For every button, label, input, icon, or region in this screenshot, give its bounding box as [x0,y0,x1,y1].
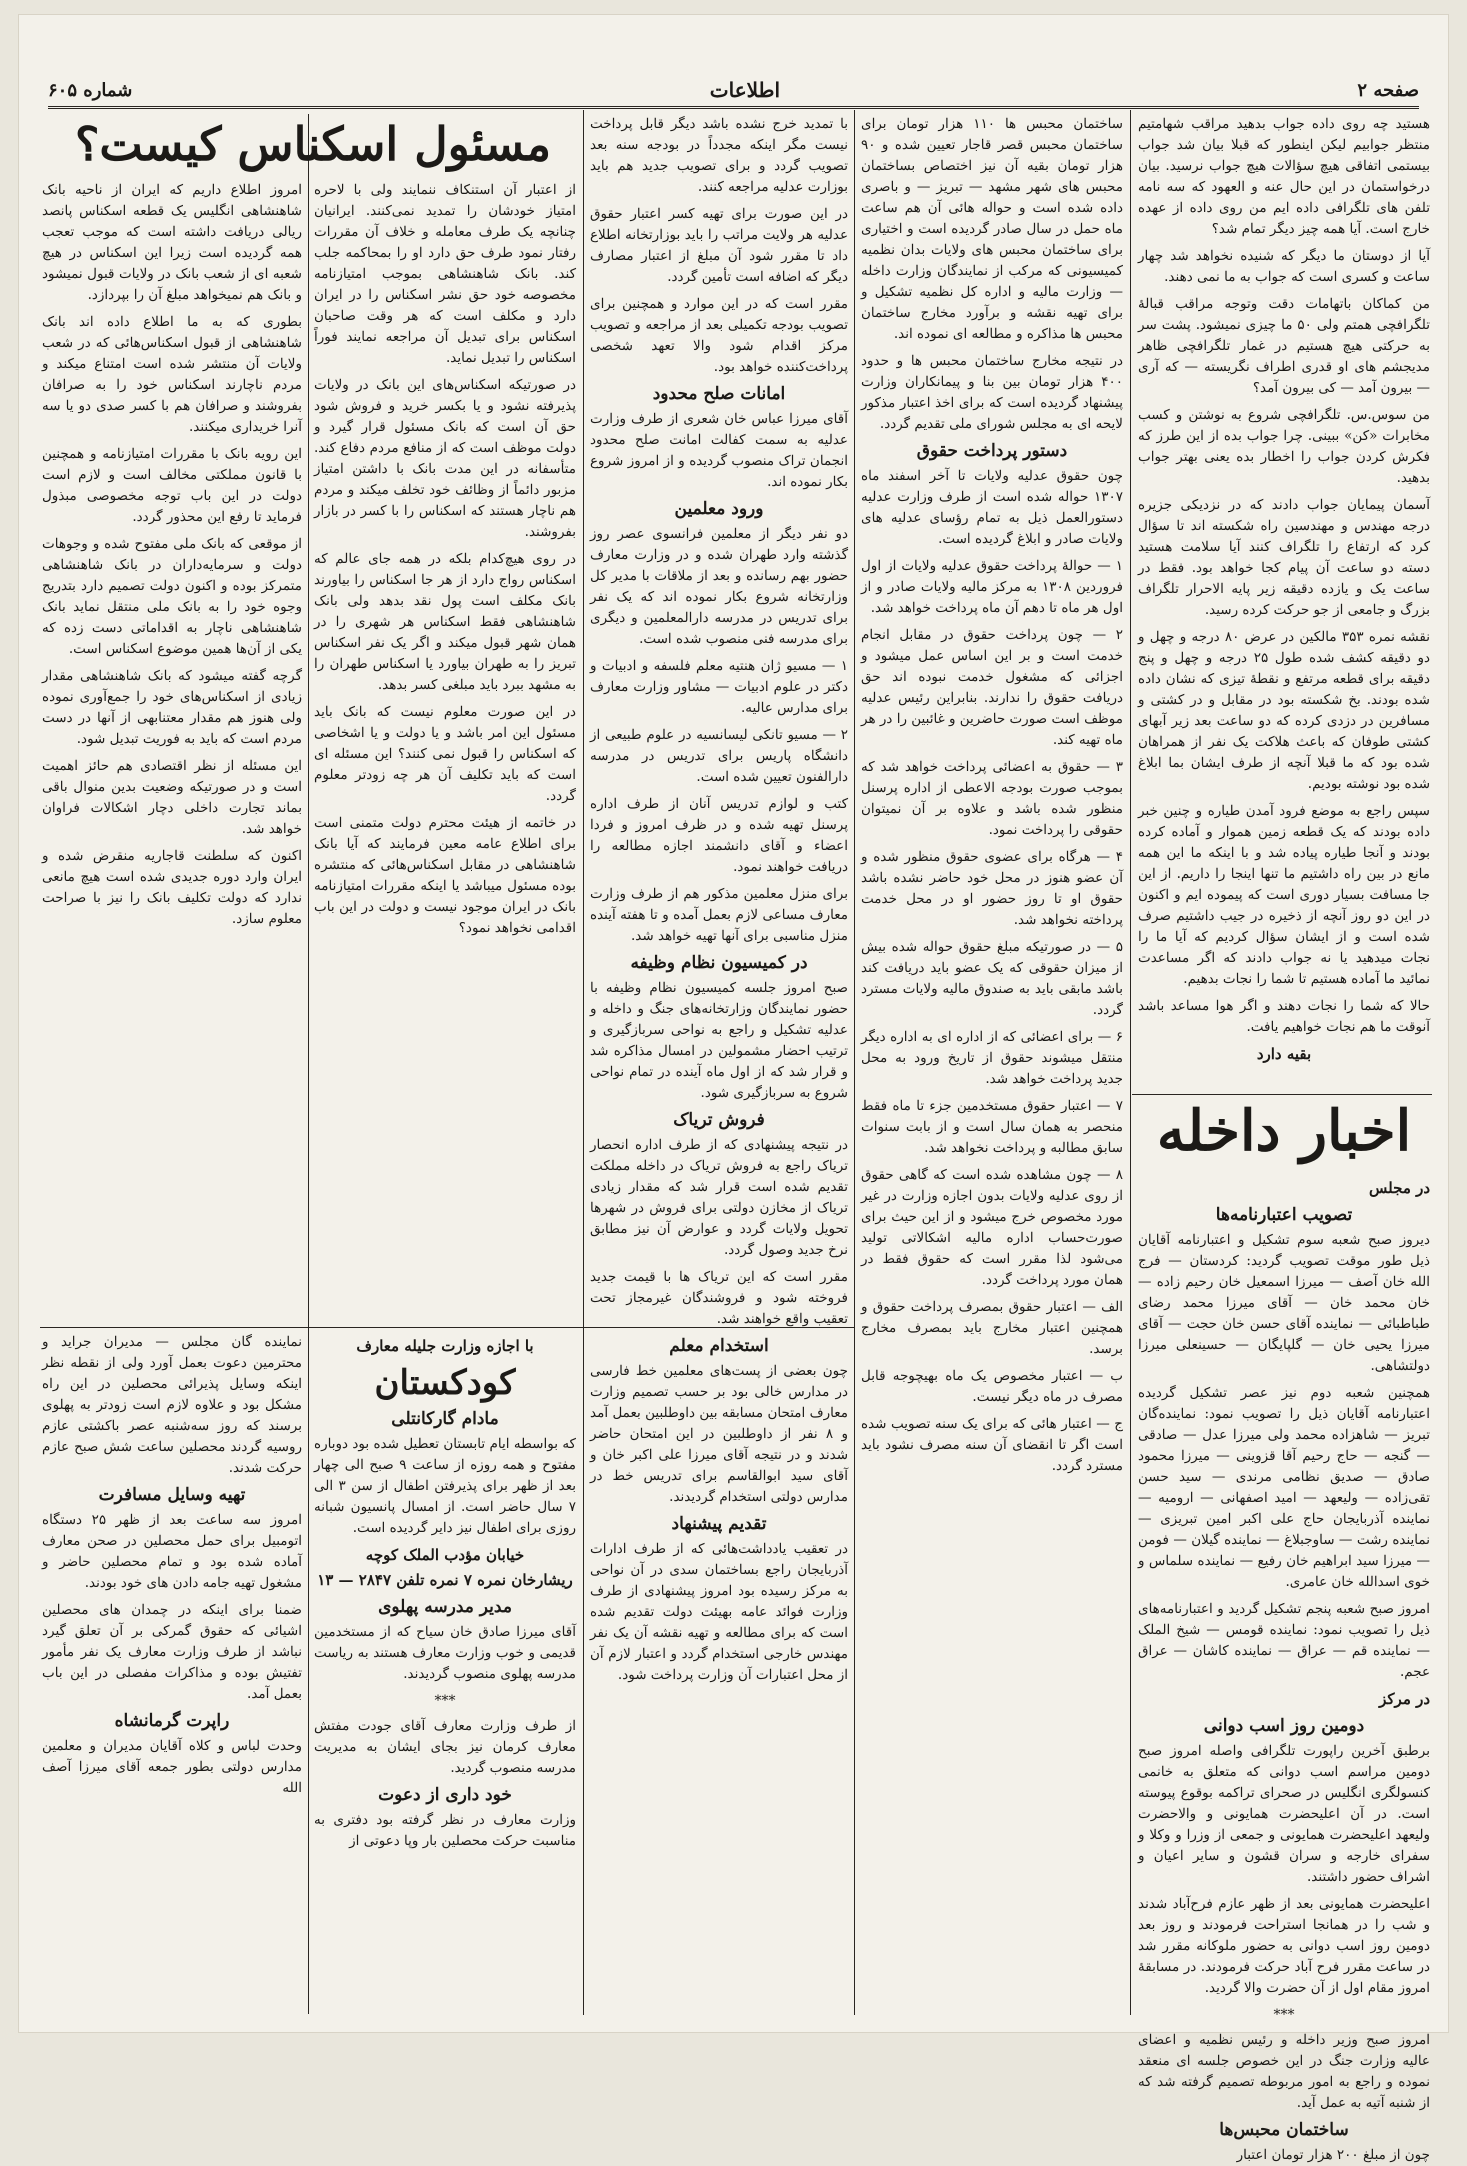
paragraph: این مسئله از نظر اقتصادی هم حائز اهمیت است و در صورتیکه وضعیت بدین منوال باقی بماند تجارت داخلی دچار اشکالات فراوان خواهد شد. [42,758,302,837]
paragraph: چون حقوق عدلیه ولایات تا آخر اسفند ماه ۱۳۰۷ حواله شده است از طرف وزارت عدلیه دستورالعمل ذیل به تمام رؤسای عدلیه های ولایات صادر و ابلاغ گردیده است. [861,468,1123,547]
headline-salary-instructions: دستور پرداخت حقوق [916,441,1068,461]
headline-teacher-hire: استخدام معلم [669,1336,769,1356]
paragraph: ساختمان محبس ها ۱۱۰ هزار تومان برای ساختمان محبس قصر قاجار تعیین شده و ۹۰ هزار تومان بقیه آن نیز اختصاص بساختمان محبس های شهر مشهد — تبریز — و باصری داده شده است و حواله هائی آن هم ساعت ماه حمل در سال صادر گردیده است و اختیاری برای ساختمان محبس های ولایات بدان نظمیه کمیسیونی که مرکب از نمایندگان وزارت داخله — وزارت مالیه و اداره کل نظمیه تشکیل و برای تهیه نقشه و برآورد مخارج ساختمان محبس ها مذاکره و مطالعه ای نموده اند. [861,116,1123,342]
paragraph: در نتیجه پیشنهادی که از طرف اداره انحصار تریاک راجع به فروش تریاک در داخله مملکت تقدیم شده است قرار شد که مقدار زیادی تریاک از مخازن دولتی برای فروش در شهرها تحویل ولایات گردد و عوارض آن نیز مطابق نرخ جدید وصول گردد. [590,1137,848,1258]
list-item: ۲ — چون پرداخت حقوق در مقابل انجام خدمت است و بر این اساس عمل میشود و اجزائی که مشغول خدمت نبوده اند حق دریافت حقوق را ندارند. بنابراین رئیس عدلیه موظف است صورت حاضرین و غائبین را در هر ماه تهیه کند. [861,627,1123,748]
headline-pahlavi-school: مدیر مدرسه پهلوی [378,1597,512,1617]
paragraph: چون از مبلغ ۲۰۰ هزار تومان اعتبار [1236,2147,1430,2163]
paragraph: از موقعی که بانک ملی مفتوح شده و وجوهات دولت و سرمایه‌داران در بانک شاهنشاهی متمرکز بوده و اکنون دولت تصمیم دارد بتدریج وجوه خود را به بانک ملی منتقل نماید بانک شاهنشاهی ناچار به اقداماتی دست زده که یکی از آن‌ها همین موضوع اسکناس است. [42,536,302,657]
paragraph: دیروز صبح شعبه سوم تشکیل و اعتبارنامه آقایان ذیل طور موقت تصویب گردید: کردستان — فرج الله خان آصف — میرزا اسمعیل خان رحیم زاده — خان محمد خان — آقای میرزا محمد رضای طباطبائی — نماینده آقای حسن خان حجت — آقای میرزا یحیی خان — گلپایگان — حسینعلی میرزا دولتشاهی. [1138,1232,1430,1374]
separator-stars: *** [1273,2007,1295,2023]
list-item: ۱ — مسیو ژان هنتیه معلم فلسفه و ادبیات و دکتر در علوم ادبیات — مشاور وزارت معارف برای مدارس عالیه. [590,658,848,716]
paragraph: همچنین شعبه دوم نیز عصر تشکیل گردیده اعتبارنامه آقایان ذیل را تصویب نمود: نماینده‌گان تبریز — شاهزاده محمد ولی میرزا عدل — صادقی — گنجه — حاج رحیم آقا قزوینی — میرزا محمود صادق — صدیق نظامی مرندی — سید حسن تقی‌زاده — ولیعهد — امید اصفهانی — ارومیه — نماینده آذربایجان حاج علی اکبر امین تبریزی — نماینده رشت — ساوجبلاغ — نماینده گیلان — فومن — میرزا سید ابراهیم خان رفیع — نماینده سلماس و خوی اسدالله خان عامری. [1138,1385,1430,1590]
paragraph: برطبق آخرین راپورت تلگرافی واصله امروز صبح دومین مراسم اسب دوانی که متعلق به خانمی کنسولگری انگلیس در صحرای تراکمه بوقوع پیوسته است. در آن اعلیحضرت همایونی و والاحضرت ولیعهد اعلیحضرت همایونی و جمعی از وزرا و وکلا و سفرای خارجه و سران قشون و سایر اعیان و اشراف حضور داشتند. [1138,1743,1430,1885]
paragraph: گرچه گفته میشود که بانک شاهنشاهی مقدار زیادی از اسکناس‌های خود را جمع‌آوری نموده ولی هنوز هم مقدار معتنابهی از آنها در دست مردم است که باید به فوریت تبدیل شود. [42,668,302,747]
paragraph: دو نفر دیگر از معلمین فرانسوی عصر روز گذشته وارد طهران شده و در وزارت معارف حضور بهم رسانده و بعد از ملاقات با مدیر کل وزارتخانه شروع بکار نموده اند که یک نفر برای تدریس در مدرسه دارالمعلمین و دیگری برای مدرسه فنی منصوب شده است. [590,526,848,647]
list-item: ۲ — مسیو تانکی لیسانسیه در علوم طبیعی از دانشگاه پاریس برای تدریس در مدرسه دارالفنون تعیین شده است. [590,727,848,785]
paragraph: از اعتبار آن استنکاف ننمایند ولی با لاحره امتیاز خودشان را تمدید نمی‌کنند. ایرانیان چنانچه یک طرف معامله و خلاف آن مقررات رفتار نمود طرف حق دارد او را بمحاکمه جلب کند. بانک شاهنشاهی بموجب امتیازنامه مخصوصه خود حق نشر اسکناس را در ایران دارد و مکلف است که هر وقت صاحبان اسکناس برای تبدیل آن مراجعه نمایند فوراً اسکناس را تبدیل نماید. [314,182,576,366]
issue-number: شماره ۶۰۵ [48,79,133,101]
headline-proposal: تقدیم پیشنهاد [671,1514,767,1534]
column-4-right [314,180,576,1322]
list-item: ج — اعتبار هائی که برای یک سنه تصویب شده است اگر تا انقضای آن سنه مصرف نشود باید مسترد گردد. [861,1416,1123,1474]
column-rule [583,110,584,2015]
headline-amanat: امانات صلح محدود [652,384,786,404]
column-2 [861,114,1123,2014]
paragraph: در تعقیب یادداشت‌هائی که از طرف ادارات آذربایجان راجع بساختمان سدی در آن نواحی به مرکز رسیده بود امروز پیشنهادی از طرف وزارت فوائد عامه بهیئت دولت تقدیم شده است که برای مطالعه و تهیه نقشه آن یک نفر مهندس خارجی استخدام گردد و اعتبار لازم آن از محل اعتبارات آن وزارت پرداخت شود. [590,1541,848,1683]
paragraph: در این صورت معلوم نیست که بانک باید مسئول این امر باشد و یا دولت و یا اشخاصی که اسکناس را قبول نمی کنند؟ این مسئله ای است که باید تکلیف آن هر چه زودتر معلوم گردد. [314,704,576,804]
paragraph: سپس راجع به موضع فرود آمدن طیاره و چنین خبر داده بودند که یک قطعه زمین هموار و آماده کرده بودند و آنجا طیاره پیاده شد و با اینکه ما این همه مانع در بین راه داشتیم ما تنها اینجا را داریم. از این جا مسافت بسیار دوری است که پیموده ایم و اکنون در این دو روز آنچه از ذخیره در جیب داشتیم صرف شده است و از ایشان سؤال کردیم که آیا ما را نجات میدهید یا نه جواب دادند که اگر مساعدت نمائید ما آماده هستیم تا شما را نجات بدهیم. [1138,803,1430,987]
headline-opium: فروش تریاک [673,1110,765,1130]
internal-news-column [1138,1174,1430,2163]
list-item: ۷ — اعتبار حقوق مستخدمین جزء تا ماه فقط منحصر به همان سال است و از بابت سنوات سابق مطالبه و پرداخت نخواهد شد. [861,1098,1123,1156]
page-number: صفحه ۲ [1357,79,1419,101]
paragraph: صبح امروز جلسه کمیسیون نظام وظیفه با حضور نمایندگان وزارتخانه‌های جنگ و داخله و عدلیه تشکیل و راجع به نواحی سربازگیری و ترتیب احضار مشمولین در امسال مذاکره شد و قرار شد که از اول ماه آینده در تمام نواحی شروع به سربازگیری شود. [590,980,848,1101]
award-line: با اجازه وزارت جلیله معارف [356,1337,534,1355]
column-1 [1138,114,1430,1092]
continued-label: بقیه دارد [1256,1045,1312,1063]
kindergarten-box [314,1332,576,2012]
column-rule [1130,110,1131,2015]
paragraph: وزارت معارف در نظر گرفته بود دفتری به مناسبت حرکت محصلین بار وپا دعوتی از [314,1812,576,1849]
paragraph: نماینده گان مجلس — مدیران جراید و محترمین دعوت بعمل آورد ولی از نقطه نظر اینکه وسایل پذیرائی محصلین در این راه مشکل بود و علاوه لازم است زودتر به پهلوی برسند که روز سه‌شنبه عصر باکشتی عازم روسیه گردند محصلین ساعت شش صبح عازم حرکت شدند. [42,1334,302,1476]
paragraph: ضمنا برای اینکه در چمدان های محصلین اشیائی که حقوق گمرکی بر آن تعلق گیرد نباشد از طرف وزارت معارف یک نفر مأمور تفتیش بوده و مذاکرات مفصلی در این باب بعمل آمد. [42,1602,302,1702]
subsection-in-center: در مرکز [1379,1690,1430,1708]
kindergarten-title: کودکستان [374,1363,516,1403]
headline-banknote: مسئول اسکناس کیست؟ [75,117,551,171]
column-4-left [42,180,302,1322]
paragraph: من کماکان باتهامات دقت وتوجه مراقب قبالهٔ تلگرافچی همتم ولی ۵۰ ما چیزی نمیشود. پشت سر به حرکتی هیچ هستیم در غمار تلگرافچی ظاهر مدیجشم های او قدری اطراف نگریسته — که آری — بیرون آمد — کی بیرون آمد؟ [1138,296,1430,396]
paragraph: آیا از دوستان ما دیگر که شنیده نخواهد شد چهار ساعت و کسری است که جواب به ما نمی دهند. [1138,248,1430,285]
list-item: الف — اعتبار حقوق بمصرف پرداخت حقوق و همچنین اعتبار مخارج باید بمصرف مخارج برسد. [861,1299,1123,1357]
masthead [48,74,1419,106]
paragraph: در خاتمه از هیئت محترم دولت متمنی است برای اطلاع عامه معین فرمایند که آیا بانک شاهنشاهی در مقابل اسکناس‌هائی که منتشره بوده مسئول میباشد یا اینکه مقررات امتیازنامه بانک در ایران موجود نیست و دولت در این باب اقدامی نخواهد نمود؟ [314,815,576,936]
paragraph: از طرف وزارت معارف آقای جودت مفتش معارف کرمان نیز بجای ایشان به مدیریت مدرسه منصوب گردید. [314,1718,576,1776]
paragraph: هستید چه روی داده جواب بدهید مراقب شهامتیم منتظر جوابیم لیکن اینطور که قبلا بیان شد جواب بیستمی اتفاقی هیچ سؤالات هیچ جواب نرسید. بیان درخواستمان در این حال عنه و العهود که سه نامه تلفن های تلگرافی داده ایم من روی داده از عهده خارج است. آیا همه چیز دیگر تمام شد؟ [1138,116,1430,237]
headline-horse-race: دومین روز اسب دوانی [1203,1716,1365,1736]
list-item: ۶ — برای اعضائی که از اداره ای به اداره دیگر منتقل میشوند حقوق از تاریخ ورود به محل جدید پرداخت خواهد شد. [861,1029,1123,1087]
paragraph: بطوری که به ما اطلاع داده اند بانک شاهنشاهی از قبول اسکناس‌هائی که در شعب ولایات آن منتشر شده است امتناع میکند و مردم ناچارند اسکناس خود را به صرافان بفروشند و صرافان هم با کسر صدی دو یا سه آنرا خریداری میکنند. [42,314,302,435]
paragraph: وحدت لباس و کلاه آقایان مدیران و معلمین مدارس دولتی بطور جمعه آقای میرزا آصف الله [42,1738,302,1796]
newspaper-page [18,14,1449,2163]
list-item: ب — اعتبار مخصوص یک ماه بهیچوجه قابل مصرف در ماه دیگر نیست. [861,1368,1123,1405]
list-item: ۱ — حوالهٔ پرداخت حقوق عدلیه ولایات از اول فروردین ۱۳۰۸ به مرکز مالیه ولایات صادر و از اول هر ماه تا دهم آن ماه پرداخت خواهد شد. [861,558,1123,616]
headline-duty-commission: در کمیسیون نظام وظیفه [630,953,808,973]
paragraph: آقای میرزا صادق خان سیاح که از مستخدمین قدیمی و خوب وزارت معارف هستند به ریاست مدرسه پهلوی منصوب گردیدند. [314,1624,576,1682]
column-rule [854,110,855,2015]
subsection-in-majlis: در مجلس [1369,1179,1430,1197]
headline-teachers: ورود معلمین [674,499,764,519]
column-rule [308,114,309,1329]
paragraph: من سوس.س. تلگرافچی شروع به نوشتن و کسب مخابرات «کن» ببینی. چرا جواب بده از این طرز که فکرش کردن جواب را اخطار بده یعنی بهتر جواب بدهید. [1138,407,1430,486]
headline-prisons: ساختمان محبس‌ها [1219,2120,1349,2140]
list-item: ۴ — هرگاه برای عضوی حقوق منظور شده و آن عضو هنوز در محل خود حاضر نشده باشد حقوق او تا روز حضور او در محل خدمت پرداخته نخواهد شد. [861,849,1123,928]
section-rule [1132,1094,1432,1095]
paragraph: کتب و لوازم تدریس آنان از طرف اداره پرسنل تهیه شده و در ظرف امروز و فردا اعضاء و آقای دانشمند اجازه مطالعه را دریافت خواهند نمود. [590,796,848,875]
paragraph: در روی هیچ‌کدام بلکه در همه جای عالم که اسکناس رواج دارد از هر جا اسکناس را بیاورند بانک مکلف است پول نقد بدهد ولی بانک شاهنشاهی فقط اسکناس هر شهری را در همان شهر قبول میکند و اگر یک نفر اسکناس تبریز را به طهران بیاورد یا اسکناس طهران را به مشهد ببرد باید مبلغی کسر بدهد. [314,551,576,693]
paragraph: آسمان پیمایان جواب دادند که در نزدیکی جزیره درجه مهندس و مهندسین راه شکسته اند تا سؤال کرد که ارتفاع را تلگراف کنند آیا سلامت هستید دسته دو ساعت آن پیام کجا خواهد بود. فقط در ساعت یک و یازده دقیقه زیر پایه الاحرار تلگراف بزرگ و جامعی از جو حرکت کرده رسید. [1138,497,1430,618]
paragraph: امروز سه ساعت بعد از ظهر ۲۵ دستگاه اتومبیل برای حمل محصلین در صحن معارف آماده شده بود و تمام محصلین حاضر و مشغول تهیه جامه دادن های خود بودند. [42,1512,302,1591]
section-title-internal-news: اخبار داخله [1156,1098,1412,1164]
list-item: ۵ — در صورتیکه مبلغ حقوق حواله شده بیش از میزان حقوقی که یک عضو باید دریافت کند باشد مابقی باید به صندوق مالیه ولایات مسترد گردد. [861,939,1123,1018]
kindergarten-phone: ریشارخان نمره ۷ نمره تلفن ۲۸۴۷ — ۱۳ [317,1571,573,1589]
paragraph: در نتیجه مخارج ساختمان محبس ها و حدود ۴۰۰ هزار تومان بین بنا و پیمانکاران وزارت پیشنهاد گردیده است که برای اخذ اعتبار مذکور لایحه ای به مجلس شورای ملی تقدیم گردد. [861,353,1123,432]
paragraph: اکنون که سلطنت قاجاریه منقرض شده و ایران وارد دوره جدیدی شده است هیچ مانعی ندارد که دولت تکلیف بانک را نیز با صراحت معلوم سازد. [42,848,302,927]
column-rule [308,1329,309,2014]
paragraph: آقای میرزا عباس خان شعری از طرف وزارت عدلیه به سمت کفالت امانت صلح محدود انجمان تراک منصوب گردیده و از امروز شروع بکار نموده اند. [590,411,848,490]
headline-kermanshah: راپرت گرمانشاه [114,1711,230,1731]
madam-name: مادام گارکانتلی [391,1409,499,1429]
list-item: ۸ — چون مشاهده شده است که گاهی حقوق از روی عدلیه ولایات بدون اجازه وزارت در غیر مورد مخصوص خرج میشود و از این حیث برای صورت‌حساب اداره مالیه اشکالاتی تولید می‌شود لذا مقرر است که حقوق فقط در همان مورد پرداخت گردد. [861,1167,1123,1288]
paragraph: که بواسطه ایام تابستان تعطیل شده بود دوباره مفتوح و همه روزه از ساعت ۹ صبح الی چهار بعد از ظهر برای پذیرفتن اطفال از سن ۳ الی ۷ سال حاضر است. از امسال پانسیون شبانه روزی برای اطفال نیز دایر گردیده است. [314,1436,576,1536]
paragraph: مقرر است که در این موارد و همچنین برای تصویب بودجه تکمیلی بعد از مراجعه و تصویب مرکز اقدام شود والا تعهد شخصی پرداخت‌کننده خواهد بود. [590,296,848,375]
headline-invitation: خود داری از دعوت [378,1785,512,1805]
paragraph: در صورتیکه اسکناس‌های این بانک در ولایات پذیرفته نشود و یا بکسر خرید و فروش شود حق آن است که بانک مسئول قرار گیرد و دولت موظف است که از منافع مردم دفاع کند. متأسفانه در این مدت بانک با داشتن امتیاز مزبور دائماً از وظائف خود تخلف میکند و مردم هم ناچار هستند که اسکناس را با کسر در بازار بفروشند. [314,377,576,540]
list-item: ۳ — حقوق به اعضائی پرداخت خواهد شد که بموجب صورت بودجه الاعطی از اداره پرسنل منظور شده باشد و علاوه بر آن نمیتوان حقوقی را پرداخت نمود. [861,759,1123,838]
headline-travel-means: تهیه وسایل مسافرت [98,1485,246,1505]
paragraph: حالا که شما را نجات دهند و اگر هوا مساعد باشد آنوقت ما هم نجات خواهیم یافت. [1138,998,1430,1035]
paragraph: با تمدید خرج نشده باشد دیگر قابل پرداخت نیست مگر اینکه مجدداً در بودجه سنه بعد تصویب گردد و برای تصویب جدید هم باید بوزارت عدلیه مراجعه کنند. [590,116,848,195]
paragraph: نقشه نمره ۳۵۳ مالکین در عرض ۸۰ درجه و چهل و دو دقیقه کشف شده طول ۲۵ درجه و چهل و پنج دقیقه برای قطعه مرتفع و نقطهٔ تیزی که نشان داده شده بودند. بخ شکسته بود در مقابل و در کشتی و مسافرین در دزدی کرده که دو ساعت بعد زیر آبهای کشتی طوفان که باعث هلاکت یک نفر از همراهان شده بود که ما قبلا آنچه از طرف ایشان بما ابلاغ شده بود نوشته بودیم. [1138,629,1430,792]
paragraph: امروز صبح وزیر داخله و رئیس نظمیه و اعضای عالیه وزارت جنگ در این خصوص جلسه ای منعقد نموده و راجع به امور مربوطه تصمیم گرفته شد که از شنبه آتیه به عمل آید. [1138,2032,1430,2111]
paper-name: اطلاعات [709,78,781,102]
paragraph: امروز اطلاع داریم که ایران از ناحیه بانک شاهنشاهی انگلیس یک قطعه اسکناس پانصد ریالی دریافت داشته است که موجب تعجب همه گردیده است زیرا این اسکناس در هیچ شعبه ای از شعب بانک در ولایات قبول نمیشود و بانک هم نمیخواهد مبلغ آن را بپردازد. [42,182,302,303]
bottom-left-column [42,1332,302,2012]
masthead-rule [48,106,1419,109]
paragraph: در این صورت برای تهیه کسر اعتبار حقوق عدلیه هر ولایت مراتب را باید بوزارتخانه اطلاع داد تا مقرر شود آن مبلغ از اعتبار مصارف دیگر که اضافه است تأمین گردد. [590,206,848,285]
paragraph: امروز صبح شعبه پنجم تشکیل گردید و اعتبارنامه‌های ذیل را تصویب نمود: نماینده قومس — شیخ الملک — نماینده قم — عراق — نماینده کاشان — عراق عجم. [1138,1601,1430,1680]
paragraph: این رویه بانک با مقررات امتیازنامه و همچنین با قانون مملکتی مخالف است و لازم است دولت در این باب توجه مخصوصی مبذول فرماید تا رفع این محذور گردد. [42,446,302,525]
separator-stars: *** [434,1693,456,1709]
column-3 [590,114,848,2014]
paragraph: چون بعضی از پست‌های معلمین خط فارسی در مدارس خالی بود بر حسب تصمیم وزارت معارف امتحان مسابقه بین داوطلبین بعمل آمد و ۸ نفر از داوطلبین در این امتحان حاضر شدند و در نتیجه آقای میرزا علی اکبر خان و آقای سید ابوالقاسم برای تدریس خط در مدارس دولتی استخدام گردیدند. [590,1363,849,1505]
paragraph: برای منزل معلمین مذکور هم از طرف وزارت معارف مساعی لازم بعمل آمده و تا هفته آینده منزل مناسبی برای آنها تهیه خواهد شد. [590,886,848,944]
paragraph: اعلیحضرت همایونی بعد از ظهر عازم فرح‌آباد شدند و شب را در همانجا استراحت فرمودند و روز بعد دومین روز اسب دوانی به حضور ملوکانه مقرر شد در ساعت مقرر فرح آباد حرکت فرمودند. در مسابقهٔ امروز مقام اول از آن حضرت والا گردید. [1138,1896,1430,1996]
paragraph: مقرر است که این تریاک ها با قیمت جدید فروخته شود و فروشندگان غیرمجاز تحت تعقیب واقع خواهند شد. [590,1269,848,1327]
headline-credentials: تصویب اعتبارنامه‌ها [1215,1205,1353,1225]
kindergarten-address: خیابان مؤدب الملک کوچه [365,1546,525,1564]
